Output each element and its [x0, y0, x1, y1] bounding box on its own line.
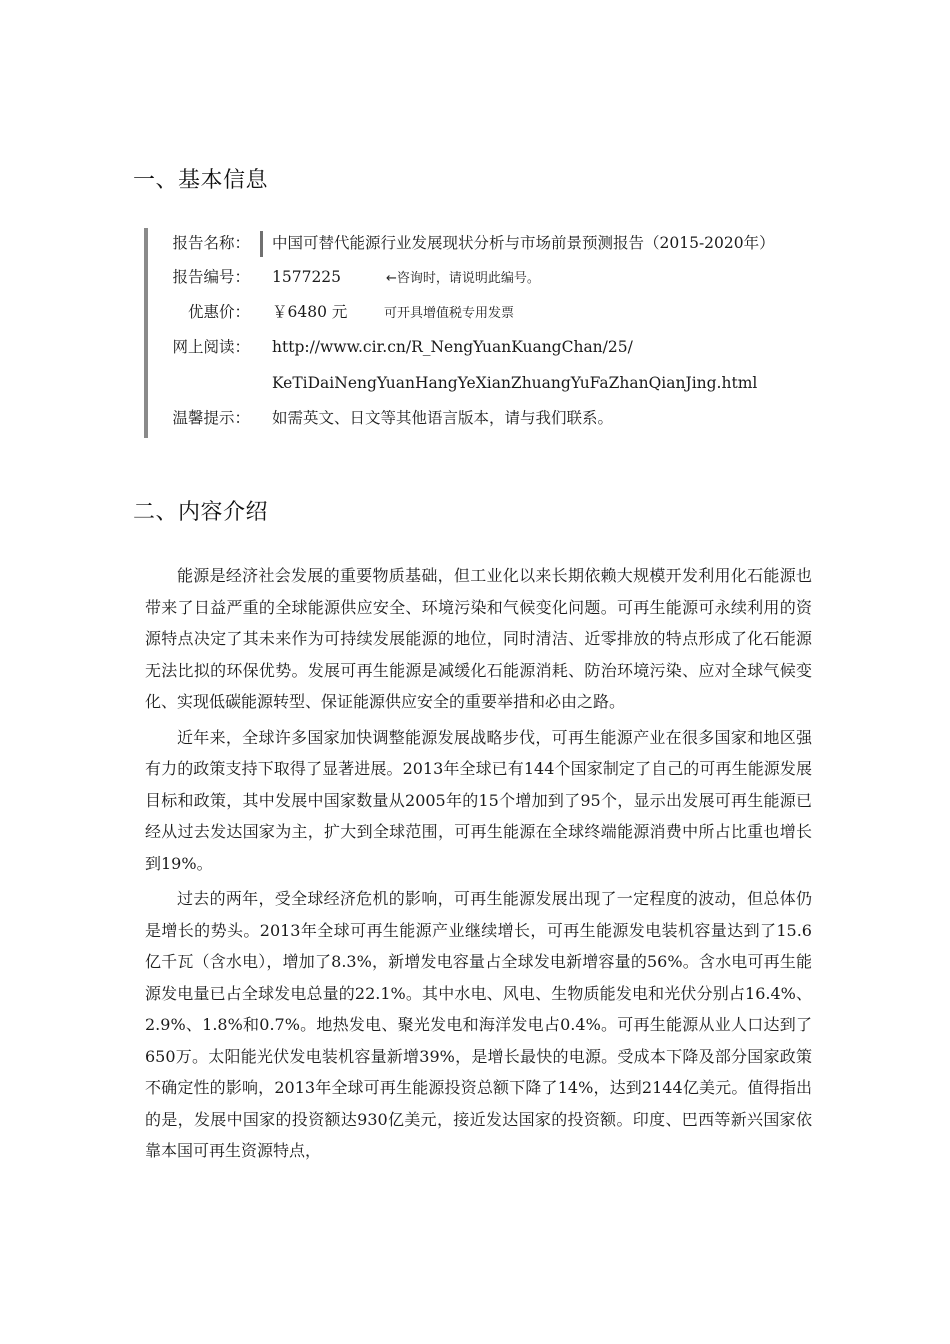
report-name-value: 中国可替代能源行业发展现状分析与市场前景预测报告（2015-2020年）: [272, 234, 775, 252]
report-number-label: 报告编号：: [172, 268, 250, 286]
url-line-2[interactable]: KeTiDaiNengYuanHangYeXianZhuangYuFaZhanQianJing.html: [272, 374, 758, 392]
paragraph: 过去的两年，受全球经济危机的影响，可再生能源发展出现了一定程度的波动，但总体仍是增长的势头。2013年全球可再生能源产业继续增长，可再生能源发电装机容量达到了15.6亿千瓦（含水电），增加了8.3%，新增发电容量占全球发电新增容量的56%。含水电可再生能源发电量已占全球发电总量的22.1%。其中水电、风电、生物质能发电和光伏分别占16.4%、2.9%、1.8%和0.7%。地热发电、聚光发电和海洋发电占0.4%。可再生能源从业人口达到了650万。太阳能光伏发电装机容量新增39%，是增长最快的电源。受成本下降及部分国家政策不确定性的影响，2013年全球可再生能源投资总额下降了14%，达到2144亿美元。值得指出的是，发展中国家的投资额达930亿美元，接近发达国家的投资额。印度、巴西等新兴国家依靠本国可再生资源特点，: [145, 889, 812, 1160]
report-number-note-text: 咨询时，请说明此编号。: [396, 271, 540, 286]
content-body: [145, 560, 812, 1171]
name-divider: [260, 231, 263, 257]
tip-value: 如需英文、日文等其他语言版本，请与我们联系。: [272, 409, 614, 427]
report-info-box: [144, 228, 828, 438]
price-note: 可开具增值税专用发票: [384, 306, 515, 321]
left-arrow-icon: ←: [386, 271, 397, 286]
section-title-content-intro: 二、内容介绍: [133, 500, 269, 525]
url-line-1[interactable]: http://www.cir.cn/R_NengYuanKuangChan/25/: [272, 338, 633, 356]
section-title-basic-info: 一、基本信息: [133, 168, 269, 193]
report-number-note: [386, 269, 540, 289]
report-name-label: 报告名称：: [172, 234, 250, 252]
paragraph: 能源是经济社会发展的重要物质基础，但工业化以来长期依赖大规模开发利用化石能源也带来了日益严重的全球能源供应安全、环境污染和气候变化问题。可再生能源可永续利用的资源特点决定了其未来作为可持续发展能源的地位，同时清洁、近零排放的特点形成了化石能源无法比拟的环保优势。发展可再生能源是减缓化石能源消耗、防治环境污染、应对全球气候变化、实现低碳能源转型、保证能源供应安全的重要举措和必由之路。: [145, 566, 812, 711]
url-label: 网上阅读：: [172, 338, 250, 356]
report-number-value: 1577225: [272, 268, 342, 286]
price-label: 优惠价：: [187, 303, 250, 321]
tip-label: 温馨提示：: [172, 409, 250, 427]
paragraph: 近年来，全球许多国家加快调整能源发展战略步伐，可再生能源产业在很多国家和地区强有力的政策支持下取得了显著进展。2013年全球已有144个国家制定了自己的可再生能源发展目标和政策，其中发展中国家数量从2005年的15个增加到了95个，显示出发展可再生能源已经从过去发达国家为主，扩大到全球范围，可再生能源在全球终端能源消费中所占比重也增长到19%。: [145, 727, 812, 873]
price-value: ￥6480 元: [272, 303, 348, 321]
